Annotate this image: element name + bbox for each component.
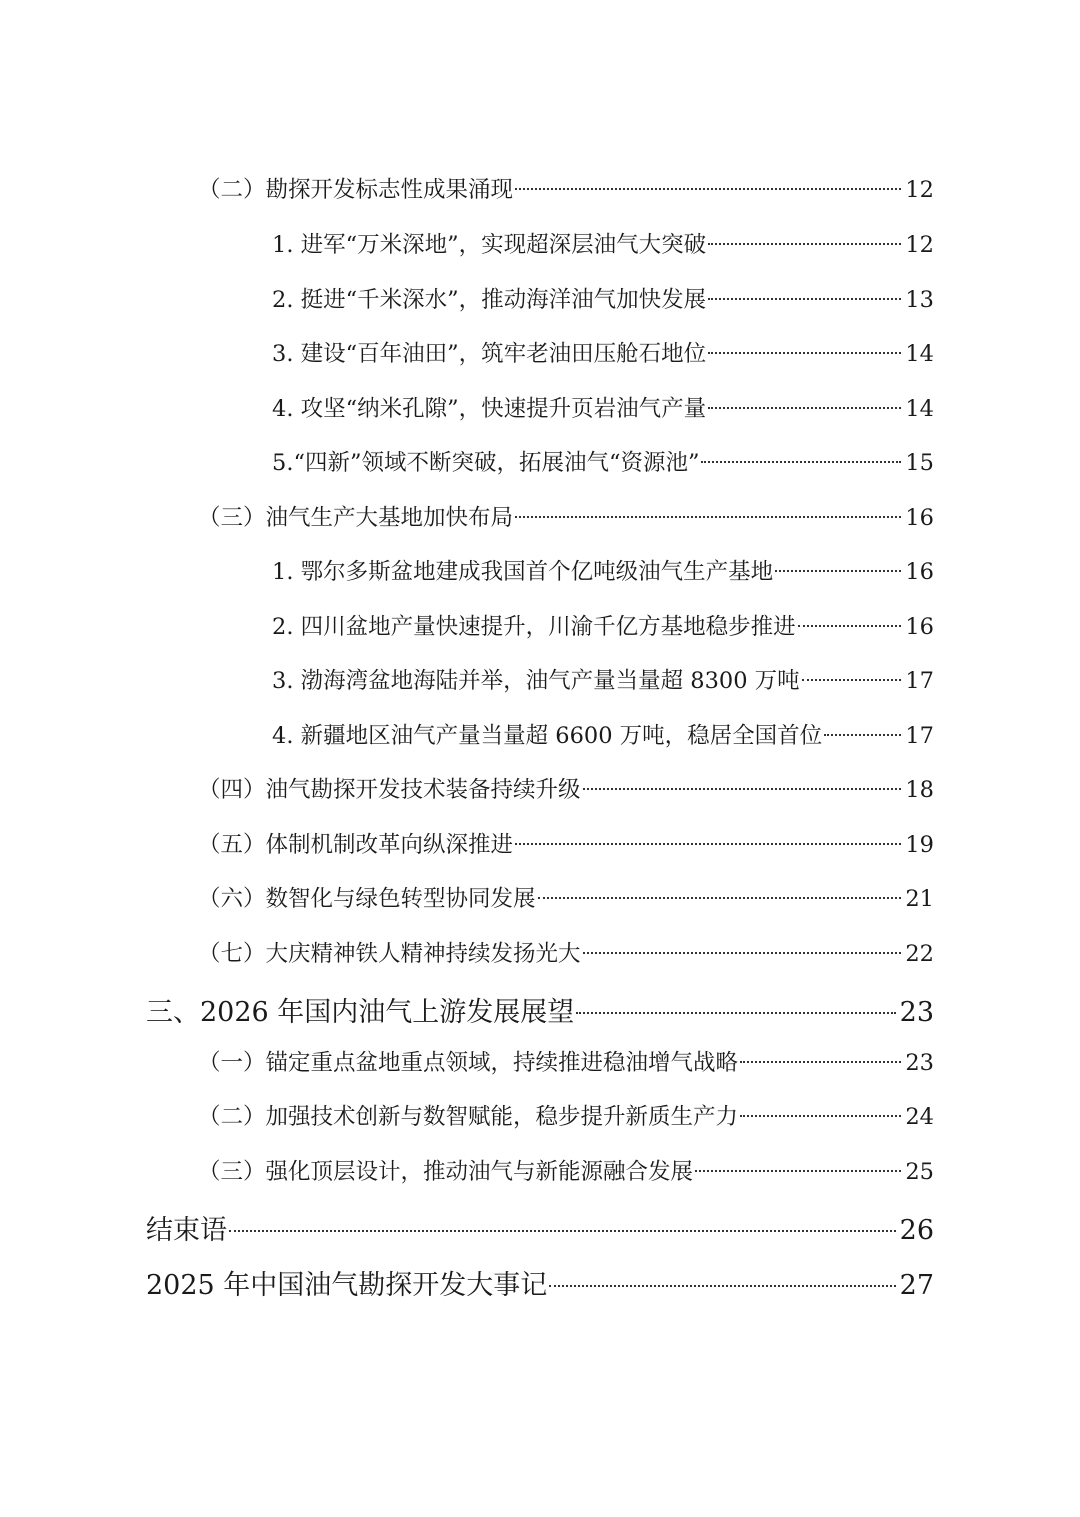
toc-entry-title: 1. 进军“万米深地”，实现超深层油气大突破 [272, 232, 707, 258]
toc-entry-sec3-3[interactable] [198, 1154, 934, 1186]
toc-entry-title: （六）数智化与绿色转型协同发展 [198, 886, 536, 912]
toc-entry-sec2-3-3[interactable] [272, 663, 934, 695]
toc-page-number: 13 [905, 287, 934, 313]
dot-leader [549, 1285, 895, 1287]
toc-entry-sec3-2[interactable] [198, 1099, 934, 1131]
toc-page-number: 12 [905, 232, 934, 258]
toc-entry-sec2-2-1[interactable] [272, 227, 934, 259]
dot-leader [740, 1115, 901, 1117]
toc-page-number: 25 [905, 1159, 934, 1185]
toc-entry-title: 2. 四川盆地产量快速提升，川渝千亿方基地稳步推进 [272, 614, 796, 640]
toc-page-number: 16 [905, 505, 934, 531]
toc-entry-title: 2. 挺进“千米深水”，推动海洋油气加快发展 [272, 287, 707, 313]
dot-leader [538, 897, 902, 899]
toc-entry-title: 结束语 [146, 1215, 227, 1246]
dot-leader [708, 407, 901, 409]
toc-entry-title: 3. 建设“百年油田”，筑牢老油田压舱石地位 [272, 341, 707, 367]
toc-entry-sec2-2-4[interactable] [272, 391, 934, 423]
dot-leader [515, 188, 901, 190]
dot-leader [583, 952, 902, 954]
toc-entry-title: 4. 攻坚“纳米孔隙”，快速提升页岩油气产量 [272, 396, 707, 422]
toc-entry-title: 2025 年中国油气勘探开发大事记 [146, 1270, 548, 1301]
toc-entry-sec2-2-2[interactable] [272, 282, 934, 314]
toc-page-number: 18 [905, 777, 934, 803]
toc-page-number: 12 [905, 177, 934, 203]
toc-entry-title: （五）体制机制改革向纵深推进 [198, 832, 514, 858]
toc-entry-title: （四）油气勘探开发技术装备持续升级 [198, 777, 581, 803]
dot-leader [824, 734, 901, 736]
toc-entry-sec3[interactable] [146, 990, 934, 1029]
toc-entry-conclusion[interactable] [146, 1208, 934, 1247]
toc-entry-title: 三、2026 年国内油气上游发展展望 [146, 997, 575, 1028]
dot-leader [798, 625, 902, 627]
toc-page-number: 21 [905, 886, 934, 912]
toc-page-number: 23 [905, 1050, 934, 1076]
dot-leader [695, 1170, 901, 1172]
toc-page-number: 27 [899, 1270, 934, 1301]
toc-entry-sec2-6[interactable] [198, 881, 934, 913]
dot-leader [740, 1061, 901, 1063]
toc-entry-sec2-2-3[interactable] [272, 336, 934, 368]
dot-leader [701, 461, 901, 463]
toc-entry-sec2-5[interactable] [198, 827, 934, 859]
dot-leader [708, 298, 901, 300]
toc-page-number: 17 [905, 723, 934, 749]
toc-entry-sec2-3[interactable] [198, 500, 934, 532]
toc-page-number: 19 [905, 832, 934, 858]
toc-page-number: 22 [905, 941, 934, 967]
toc-entry-sec2-2-5[interactable] [272, 445, 934, 477]
dot-leader [515, 843, 901, 845]
toc-entry-chronicle[interactable] [146, 1263, 934, 1302]
toc-page-number: 14 [905, 396, 934, 422]
toc-entry-title: （三）油气生产大基地加快布局 [198, 505, 514, 531]
toc-page-number: 15 [905, 450, 934, 476]
dot-leader [708, 243, 901, 245]
toc-page-number: 23 [899, 997, 934, 1028]
toc-entry-sec3-1[interactable] [198, 1045, 934, 1077]
toc-entry-title: （七）大庆精神铁人精神持续发扬光大 [198, 941, 581, 967]
toc-entry-title: （一）锚定重点盆地重点领域，持续推进稳油增气战略 [198, 1050, 739, 1076]
dot-leader [708, 352, 901, 354]
toc-page-number: 16 [905, 614, 934, 640]
toc-entry-title: （三）强化顶层设计，推动油气与新能源融合发展 [198, 1159, 694, 1185]
dot-leader [576, 1012, 895, 1014]
dot-leader [229, 1230, 896, 1232]
toc-entry-sec2-3-4[interactable] [272, 718, 934, 750]
toc-entry-title: 1. 鄂尔多斯盆地建成我国首个亿吨级油气生产基地 [272, 559, 774, 585]
toc-entry-title: 3. 渤海湾盆地海陆并举，油气产量当量超 8300 万吨 [272, 668, 800, 694]
toc-page-number: 14 [905, 341, 934, 367]
toc-entry-title: 4. 新疆地区油气产量当量超 6600 万吨，稳居全国首位 [272, 723, 823, 749]
dot-leader [583, 788, 902, 790]
toc-entry-title: 5.“四新”领域不断突破，拓展油气“资源池” [272, 450, 700, 476]
toc-entry-title: （二）加强技术创新与数智赋能，稳步提升新质生产力 [198, 1104, 739, 1130]
toc-entry-sec2-4[interactable] [198, 772, 934, 804]
dot-leader [515, 516, 901, 518]
toc-entry-title: （二）勘探开发标志性成果涌现 [198, 177, 514, 203]
toc-page-number: 24 [905, 1104, 934, 1130]
toc-entry-sec2-7[interactable] [198, 936, 934, 968]
dot-leader [775, 570, 901, 572]
toc-entry-sec2-3-2[interactable] [272, 609, 934, 641]
toc-page-number: 17 [905, 668, 934, 694]
toc-entry-sec2-3-1[interactable] [272, 554, 934, 586]
dot-leader [802, 679, 902, 681]
toc-entry-sec2-2[interactable] [198, 172, 934, 204]
toc-page-number: 16 [905, 559, 934, 585]
toc-page-number: 26 [899, 1215, 934, 1246]
